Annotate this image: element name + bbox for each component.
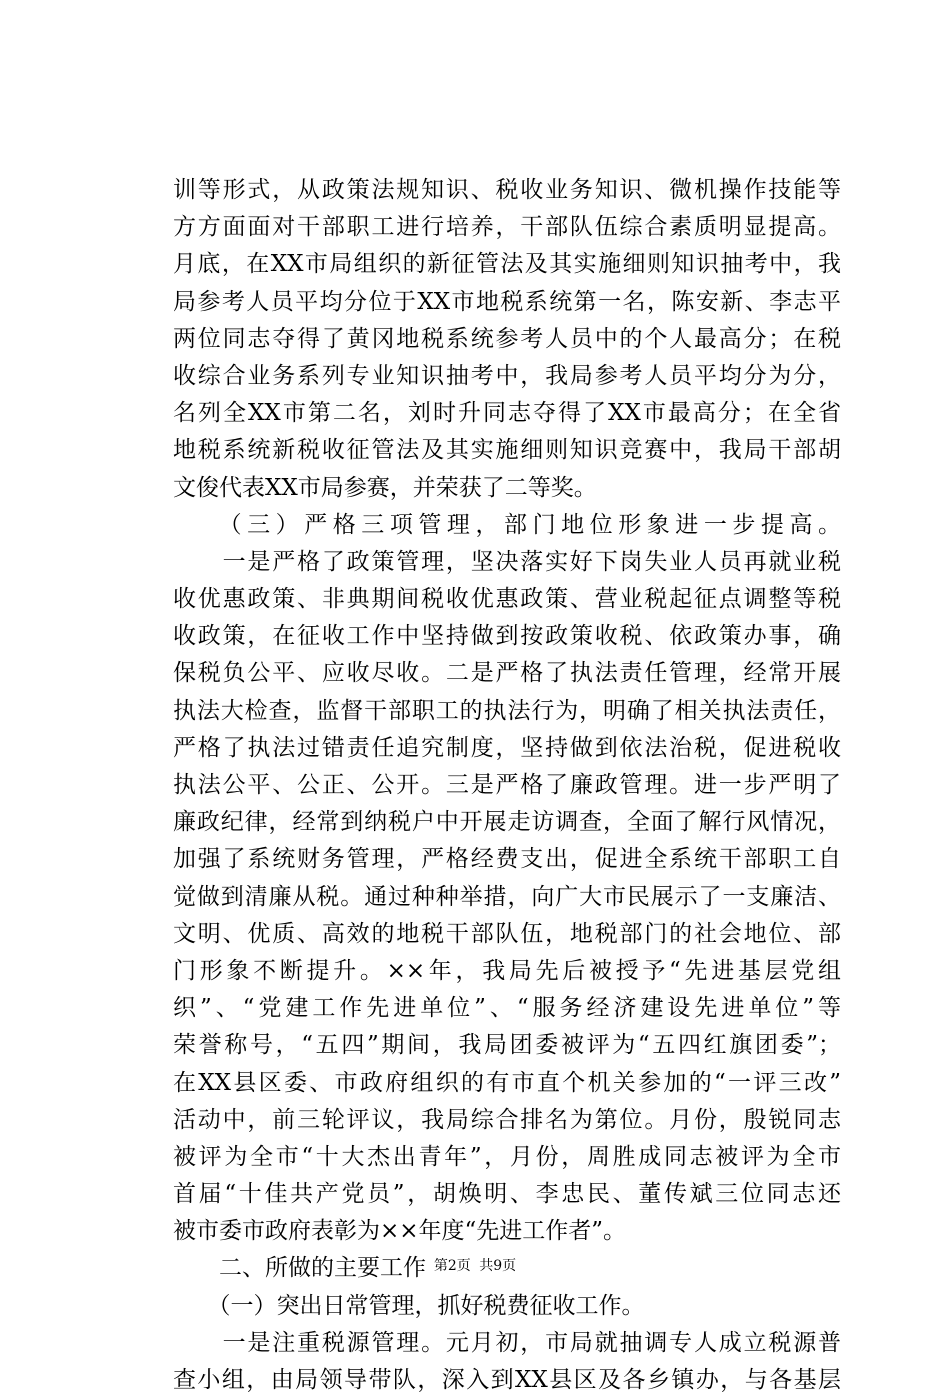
text-line: 月底，在XX市局组织的新征管法及其实施细则知识抽考中，我	[173, 251, 841, 278]
text-line: 执法公平、公正、公开。三是严格了廉政管理。进一步严明了	[173, 772, 841, 798]
text-line: 收综合业务系列专业知识抽考中，我局参考人员平均分为分，	[173, 362, 841, 389]
text-line: 一是注重税源管理。元月初，市局就抽调专人成立税源普	[173, 1329, 841, 1356]
text-line: 活动中，前三轮评议，我局综合排名为第位。月份，殷锐同志	[173, 1106, 841, 1133]
text-line: 加强了系统财务管理，严格经费支出，促进全系统干部职工自	[173, 846, 841, 873]
text-line: 名列全XX市第二名，刘时升同志夺得了XX市最高分；在全省	[173, 400, 841, 427]
text-line: 被市委市政府表彰为××年度“先进工作者”。	[173, 1218, 627, 1245]
document-body	[173, 172, 841, 1399]
text-line: 执法大检查，监督干部职工的执法行为，明确了相关执法责任，	[173, 697, 841, 724]
text-line: 门形象不断提升。××年，我局先后被授予“先进基层党组	[173, 957, 841, 984]
page-number: 第2页	[433, 1258, 471, 1274]
text-line: 荣誉称号，“五四”期间，我局团委被评为“五四红旗团委”；	[173, 1032, 841, 1059]
text-line: （一）突出日常管理，抓好税费征收工作。	[173, 1292, 645, 1319]
text-line: 保税负公平、应收尽收。二是严格了执法责任管理，经常开展	[173, 660, 841, 687]
text-line: 地税系统新税收征管法及其实施细则知识竞赛中，我局干部胡	[173, 437, 841, 464]
text-line: 方方面面对干部职工进行培养，干部队伍综合素质明显提高。	[173, 214, 841, 241]
text-line: 两位同志夺得了黄冈地税系统参考人员中的个人最高分；在税	[173, 325, 841, 352]
text-line: 织”、“党建工作先进单位”、“服务经济建设先进单位”等	[173, 995, 841, 1022]
text-line: （三）严格三项管理，部门地位形象进一步提高。	[173, 511, 841, 538]
text-line: 被评为全市“十大杰出青年”，月份，周胜成同志被评为全市	[173, 1143, 841, 1170]
text-line: 收优惠政策、非典期间税收优惠政策、营业税起征点调整等税	[173, 586, 841, 613]
text-line: 查小组，由局领导带队，深入到XX县区及各乡镇办，与各基层	[173, 1367, 841, 1393]
text-line: 廉政纪律，经常到纳税户中开展走访调查，全面了解行风情况，	[173, 809, 841, 836]
text-line: 二、所做的主要工作	[173, 1255, 426, 1282]
text-line: 局参考人员平均分位于XX市地税系统第一名，陈安新、李志平	[173, 288, 841, 315]
text-line: 首届“十佳共产党员”，胡焕明、李忠民、董传斌三位同志还	[173, 1181, 841, 1208]
text-line: 收政策，在征收工作中坚持做到按政策收税、依政策办事，确	[173, 623, 841, 650]
text-line: 文明、优质、高效的地税干部队伍，地税部门的社会地位、部	[173, 920, 841, 947]
text-line: 文俊代表XX市局参赛，并荣获了二等奖。	[173, 474, 597, 501]
page-total: 共9页	[479, 1258, 517, 1274]
text-line: 训等形式，从政策法规知识、税收业务知识、微机操作技能等	[173, 177, 841, 203]
page-footer	[0, 1256, 950, 1276]
text-line: 一是严格了政策管理，坚决落实好下岗失业人员再就业税	[173, 548, 841, 575]
text-line: 严格了执法过错责任追究制度，坚持做到依法治税，促进税收	[173, 734, 841, 761]
text-line: 在XX县区委、市政府组织的有市直个机关参加的“一评三改”	[173, 1069, 841, 1096]
text-line: 觉做到清廉从税。通过种种举措，向广大市民展示了一支廉洁、	[173, 883, 841, 910]
